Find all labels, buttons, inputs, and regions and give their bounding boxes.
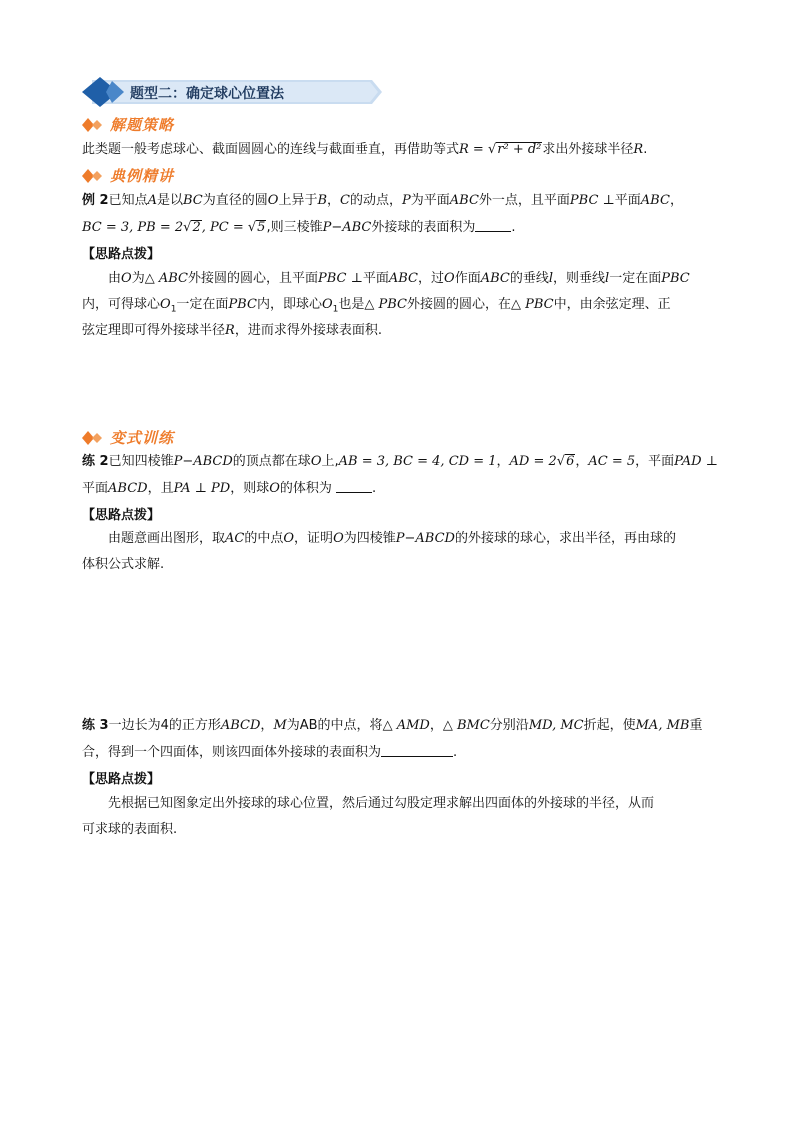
diamond-icon	[82, 117, 106, 131]
var: ABCD	[108, 481, 148, 496]
math: , PC =	[201, 220, 248, 235]
strategy-text-2: 求出外接球半径	[542, 142, 634, 157]
banner-title: 题型二：确定球心位置法	[130, 86, 284, 102]
hint1-line2: 内，可得球心$O_1$一定在面PBC内，即球心$O_1$也是△ PBC外接圆的圆心，在△ PBC中，由余弦定理、正	[82, 297, 671, 315]
hint1-line3	[82, 322, 382, 340]
heading-text: 变式训练	[110, 428, 175, 447]
var: O	[333, 531, 344, 546]
period: .	[643, 142, 648, 157]
text: 内，即球心	[256, 297, 322, 312]
var: A	[147, 193, 157, 208]
example-label: 例 2	[82, 193, 109, 208]
var: △ BMC	[442, 718, 490, 733]
var: ABCD	[220, 718, 261, 733]
text: ，	[327, 193, 341, 208]
heading-text: 典例精讲	[110, 166, 175, 185]
text: ，证明	[294, 531, 334, 546]
var: P	[402, 193, 411, 208]
var: BC	[183, 193, 203, 208]
var: △ PBC	[364, 297, 407, 312]
strategy-text: 此类题一般考虑球心、截面圆圆心的连线与截面垂直，再借助等式	[82, 142, 460, 157]
var: ABC	[640, 193, 670, 208]
var: B	[317, 193, 328, 208]
var: O	[160, 297, 171, 312]
practice-label: 练 2	[82, 454, 109, 469]
sqrt-expression: 2	[192, 220, 201, 235]
text: 由题意画出图形，取	[108, 531, 226, 546]
practice-heading	[82, 427, 174, 447]
sqrt-expression: r² + d²	[497, 142, 542, 157]
var: AC	[225, 531, 245, 546]
text: 已知四棱锥	[108, 454, 174, 469]
example-heading	[82, 165, 174, 185]
heading-text: 解题策略	[110, 115, 175, 134]
text: ，则球	[230, 481, 270, 496]
text: ，	[669, 193, 683, 208]
sqrt-expression: 6	[566, 454, 575, 469]
text: 为平面	[410, 193, 450, 208]
diamond-icon	[82, 430, 106, 444]
var: ABC	[449, 193, 479, 208]
text: 外接圆的圆心，在	[407, 297, 512, 312]
var: M	[273, 718, 287, 733]
text: 的动点，	[349, 193, 402, 208]
var: O	[310, 454, 322, 469]
math: AC = 5	[588, 454, 636, 469]
var: l	[548, 271, 554, 286]
practice3-line1	[82, 717, 702, 735]
var: O	[444, 271, 455, 286]
text: 平面	[362, 271, 389, 286]
text: ，则垂线	[553, 271, 606, 286]
text: 为直径的圆	[202, 193, 268, 208]
practice2-line2	[82, 480, 376, 498]
text: ，	[260, 718, 274, 733]
var: PA ⊥ PD	[173, 481, 231, 496]
practice-label: 练 3	[82, 718, 109, 733]
strategy-heading	[82, 114, 174, 134]
answer-blank[interactable]	[381, 744, 453, 757]
var: PBC ⊥	[569, 193, 615, 208]
answer-blank[interactable]	[336, 480, 372, 493]
text: 的外接球的球心，求出半径，再由球的	[454, 531, 676, 546]
text: 的体积为	[279, 481, 332, 496]
hint-label: 【思路点拨】	[82, 508, 161, 523]
text: ，平面	[635, 454, 675, 469]
var: PBC	[661, 271, 690, 286]
text: 平面	[82, 481, 109, 496]
practice2-line1: 练 2已知四棱锥P−ABCD的顶点都在球O上,AB = 3, BC = 4, CD = 1，AD = 2√6，AC = 5，平面PAD ⊥	[82, 454, 718, 469]
text: 平面	[614, 193, 641, 208]
text: 也是	[338, 297, 365, 312]
var: △ ABC	[144, 271, 188, 286]
text: 上异于	[278, 193, 318, 208]
text: 外接球的表面积为	[371, 220, 476, 235]
var: △ PBC	[511, 297, 554, 312]
text: 的顶点都在球	[232, 454, 311, 469]
text: 弦定理即可得外接球半径	[82, 323, 226, 338]
math: AB = 3, BC = 4, CD = 1	[338, 454, 497, 469]
var: O	[269, 481, 280, 496]
hint-label: 【思路点拨】	[82, 772, 161, 787]
text: ，进而求得外接球表面积.	[234, 323, 382, 338]
hint3-line1: 先根据已知图象定出外接球的球心位置，然后通过勾股定理求解出四面体的外接球的半径，从而	[108, 796, 655, 811]
var: R	[225, 323, 235, 338]
hint2-line1	[108, 530, 676, 548]
var: PAD ⊥	[674, 454, 718, 469]
text: 一定在面	[609, 271, 662, 286]
text: ，	[429, 718, 443, 733]
text: ，	[496, 454, 510, 469]
text: ，且	[147, 481, 174, 496]
period: .	[453, 745, 458, 760]
text: 一定在面	[176, 297, 229, 312]
var: △ AMD	[382, 718, 430, 733]
var: P−ABCD	[173, 454, 233, 469]
text: 已知点	[108, 193, 148, 208]
text: 折起，使	[583, 718, 636, 733]
answer-blank[interactable]	[475, 219, 511, 232]
math: BC = 3, PB = 2	[82, 220, 184, 235]
text: 中，由余弦定理、正	[553, 297, 671, 312]
text: 的中点	[244, 531, 284, 546]
text: 合，得到一个四面体，则该四面体外接球的表面积为	[82, 745, 382, 760]
example2-line1	[82, 192, 683, 210]
var: MA, MB	[635, 718, 690, 733]
period: .	[372, 481, 377, 496]
var: P−ABC	[322, 220, 372, 235]
diamond-icon	[82, 168, 106, 182]
var: MD, MC	[528, 718, 584, 733]
text: 一边长为4的正方形	[108, 718, 221, 733]
var: O	[121, 271, 132, 286]
text: 是以	[156, 193, 183, 208]
var: ABC	[480, 271, 510, 286]
text: ,则三棱锥	[266, 220, 323, 235]
text: 重	[689, 718, 703, 733]
text: ，	[575, 454, 589, 469]
text: 为AB的中点，将	[286, 718, 383, 733]
period: .	[511, 220, 516, 235]
strategy-paragraph: 此类题一般考虑球心、截面圆圆心的连线与截面垂直，再借助等式R = √r² + d²求出外接球半径R.	[82, 142, 648, 157]
text: 外一点，且平面	[478, 193, 570, 208]
math: AD = 2	[509, 454, 557, 469]
var: O	[321, 297, 333, 312]
text: 内，可得球心	[82, 297, 161, 312]
var: O	[283, 531, 295, 546]
var: C	[340, 193, 350, 208]
text: 由	[108, 271, 122, 286]
var: PBC ⊥	[317, 271, 363, 286]
text: 作面	[454, 271, 481, 286]
hint1-line1	[108, 270, 690, 288]
var: O	[267, 193, 279, 208]
text: 的垂线	[509, 271, 549, 286]
hint3-line2: 可求球的表面积.	[82, 822, 178, 837]
var: PBC	[228, 297, 257, 312]
text: 为	[131, 271, 145, 286]
text: ，过	[418, 271, 445, 286]
sqrt-expression: 5	[257, 220, 266, 235]
text: 分别沿	[489, 718, 529, 733]
section-banner	[82, 77, 382, 107]
text: 外接圆的圆心，且平面	[187, 271, 318, 286]
equation-lhs: R =	[459, 142, 488, 157]
var-R: R	[633, 142, 644, 157]
var: ABC	[388, 271, 418, 286]
text: 上,	[321, 454, 339, 469]
hint-label: 【思路点拨】	[82, 247, 161, 262]
hint2-line2: 体积公式求解.	[82, 557, 165, 572]
practice3-line2	[82, 744, 457, 762]
text: 为四棱锥	[343, 531, 396, 546]
example2-line2: BC = 3, PB = 2√2, PC = √5,则三棱锥P−ABC外接球的表面积为 .	[82, 220, 516, 235]
var: l	[605, 271, 610, 286]
var: P−ABCD	[395, 531, 455, 546]
